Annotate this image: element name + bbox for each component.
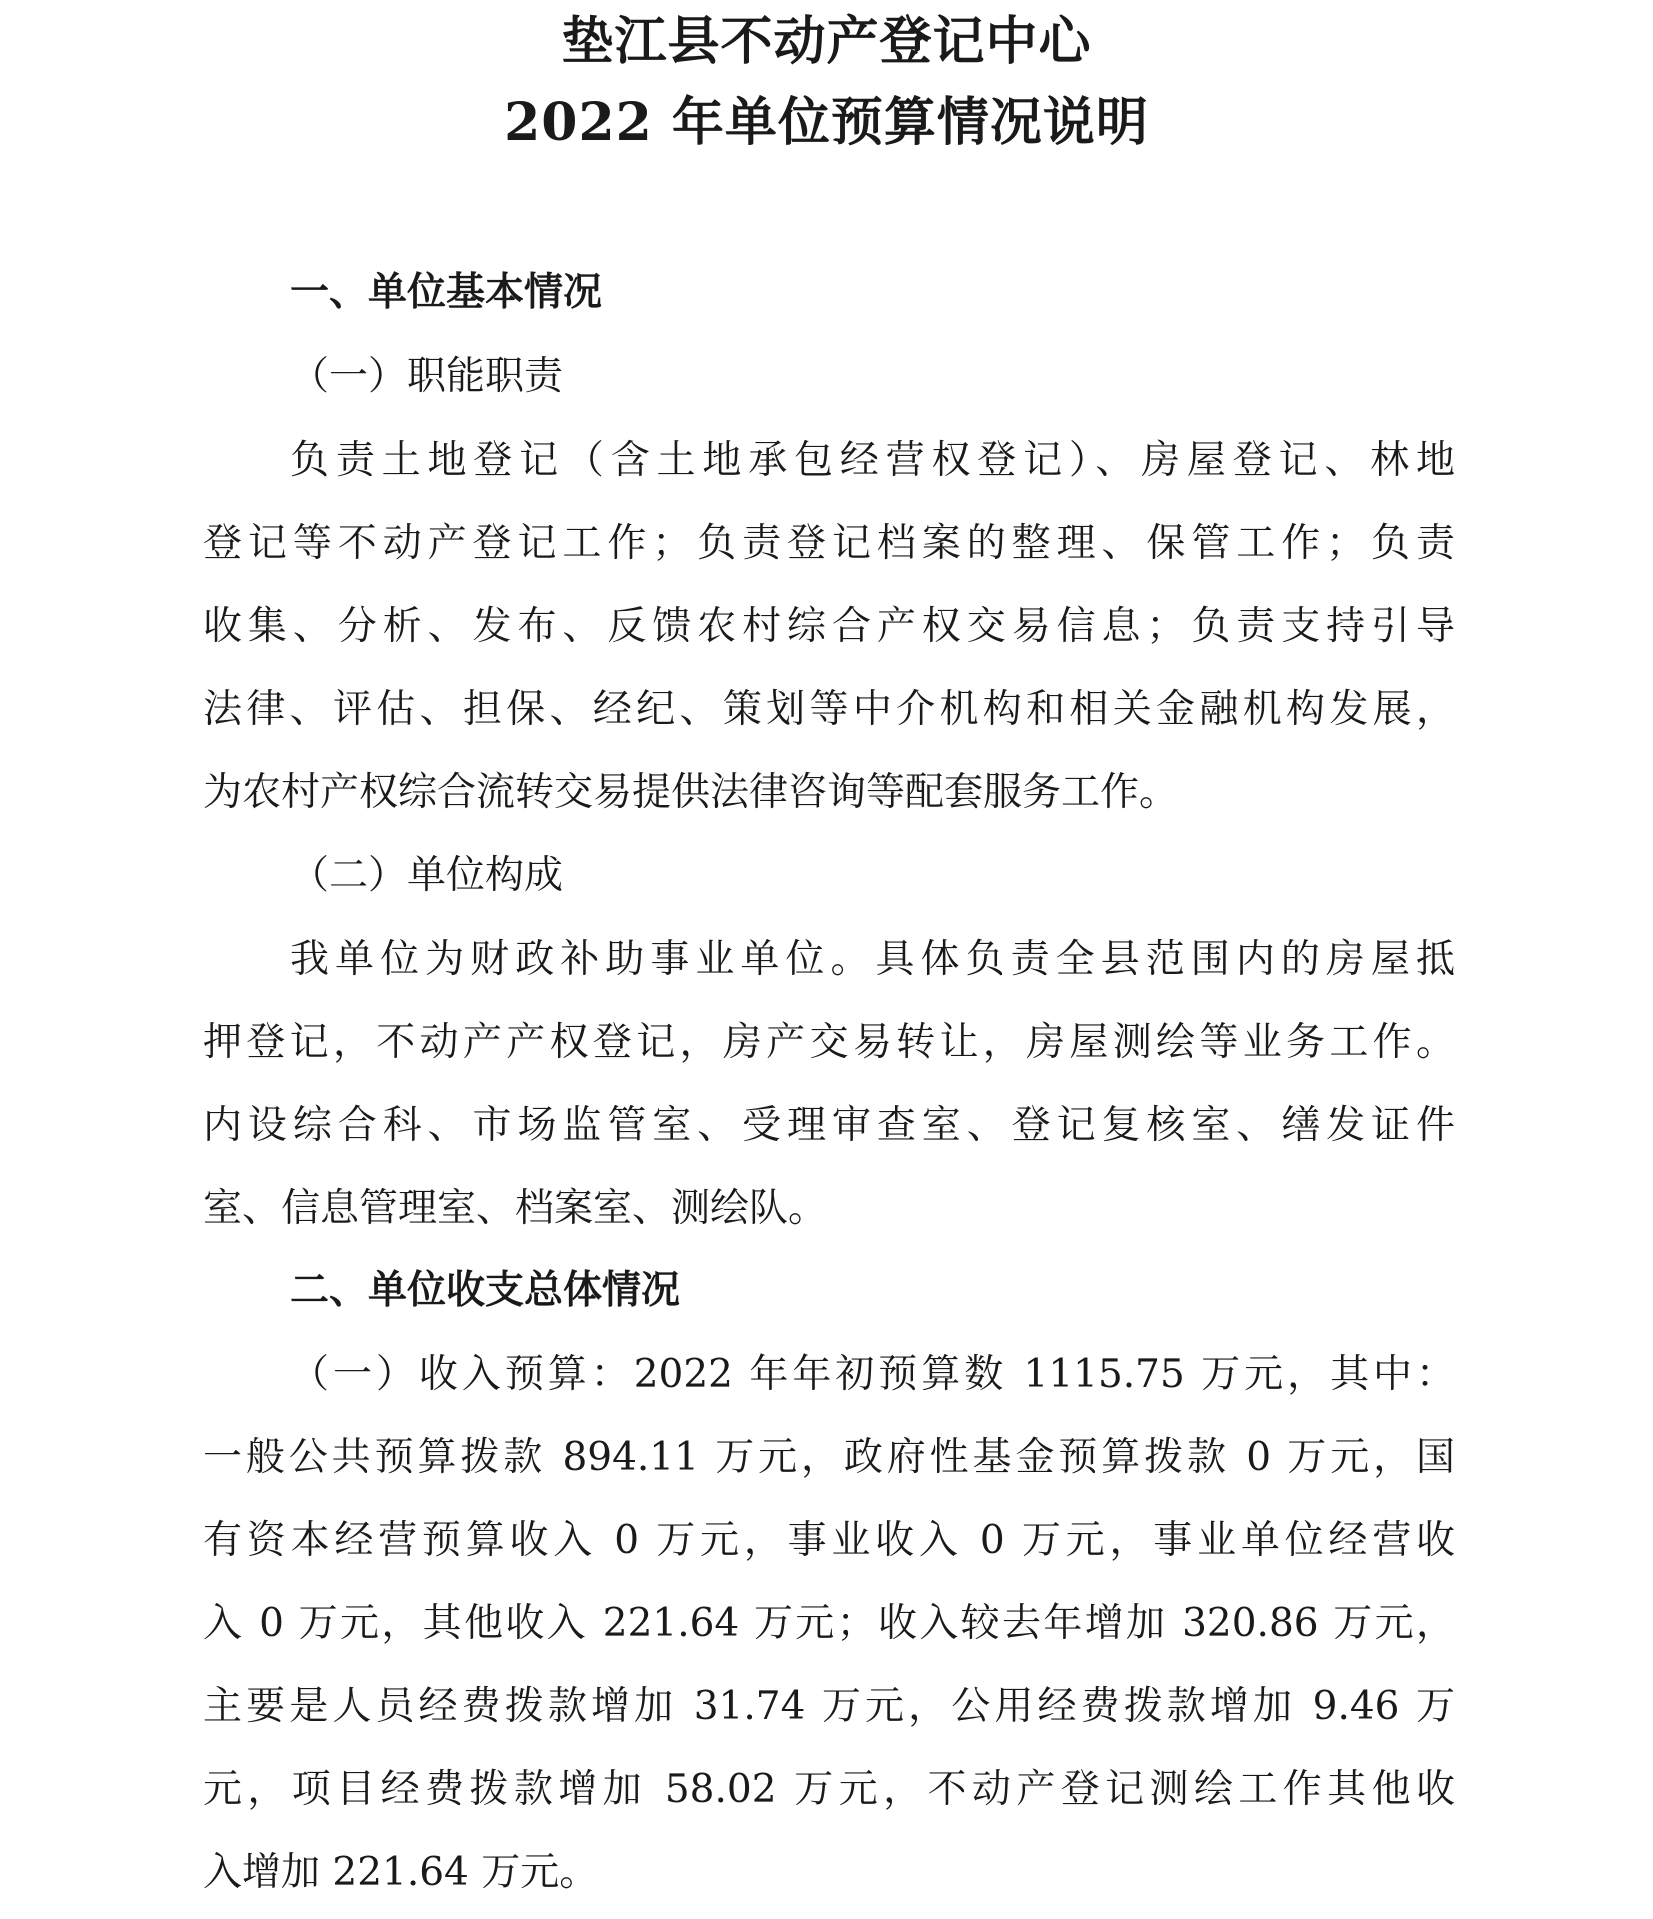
document-title-line-1: 垫江县不动产登记中心 bbox=[561, 11, 1092, 72]
paragraph-line: 入 0 万元，其他收入 221.64 万元；收入较去年增加 320.86 万元， bbox=[203, 1601, 1455, 1646]
paragraph-line: 我单位为财政补助事业单位。具体负责全县范围内的房屋抵 bbox=[290, 937, 1455, 982]
document-title-line-2: 2022 年单位预算情况说明 bbox=[504, 92, 1149, 153]
paragraph-line: 登记等不动产登记工作；负责登记档案的整理、保管工作；负责 bbox=[203, 521, 1455, 566]
paragraph-line: （一）收入预算：2022 年年初预算数 1115.75 万元，其中： bbox=[290, 1352, 1455, 1397]
paragraph-line: 为农村产权综合流转交易提供法律咨询等配套服务工作。 bbox=[203, 770, 1179, 815]
paragraph-line: 入增加 221.64 万元。 bbox=[203, 1850, 599, 1895]
paragraph-line: 内设综合科、市场监管室、受理审查室、登记复核室、缮发证件 bbox=[203, 1103, 1455, 1148]
paragraph-line: 室、信息管理室、档案室、测绘队。 bbox=[203, 1186, 828, 1231]
section-1-heading: 一、单位基本情况 bbox=[290, 270, 603, 315]
paragraph-line: 一般公共预算拨款 894.11 万元，政府性基金预算拨款 0 万元，国 bbox=[203, 1435, 1455, 1480]
paragraph-line: 主要是人员经费拨款增加 31.74 万元，公用经费拨款增加 9.46 万 bbox=[203, 1684, 1455, 1729]
paragraph-line: 元，项目经费拨款增加 58.02 万元，不动产登记测绘工作其他收 bbox=[203, 1767, 1455, 1812]
section-1-sub-2-heading: （二）单位构成 bbox=[290, 853, 564, 898]
paragraph-line: 负责土地登记（含土地承包经营权登记）、房屋登记、林地 bbox=[290, 438, 1455, 483]
paragraph-line: 押登记，不动产产权登记，房产交易转让，房屋测绘等业务工作。 bbox=[203, 1020, 1455, 1065]
paragraph-line: 收集、分析、发布、反馈农村综合产权交易信息；负责支持引导 bbox=[203, 604, 1455, 649]
paragraph-line: 法律、评估、担保、经纪、策划等中介机构和相关金融机构发展， bbox=[203, 687, 1455, 732]
paragraph-line: 有资本经营预算收入 0 万元，事业收入 0 万元，事业单位经营收 bbox=[203, 1518, 1455, 1563]
section-2-heading: 二、单位收支总体情况 bbox=[290, 1268, 681, 1313]
section-1-sub-1-heading: （一）职能职责 bbox=[290, 354, 564, 399]
